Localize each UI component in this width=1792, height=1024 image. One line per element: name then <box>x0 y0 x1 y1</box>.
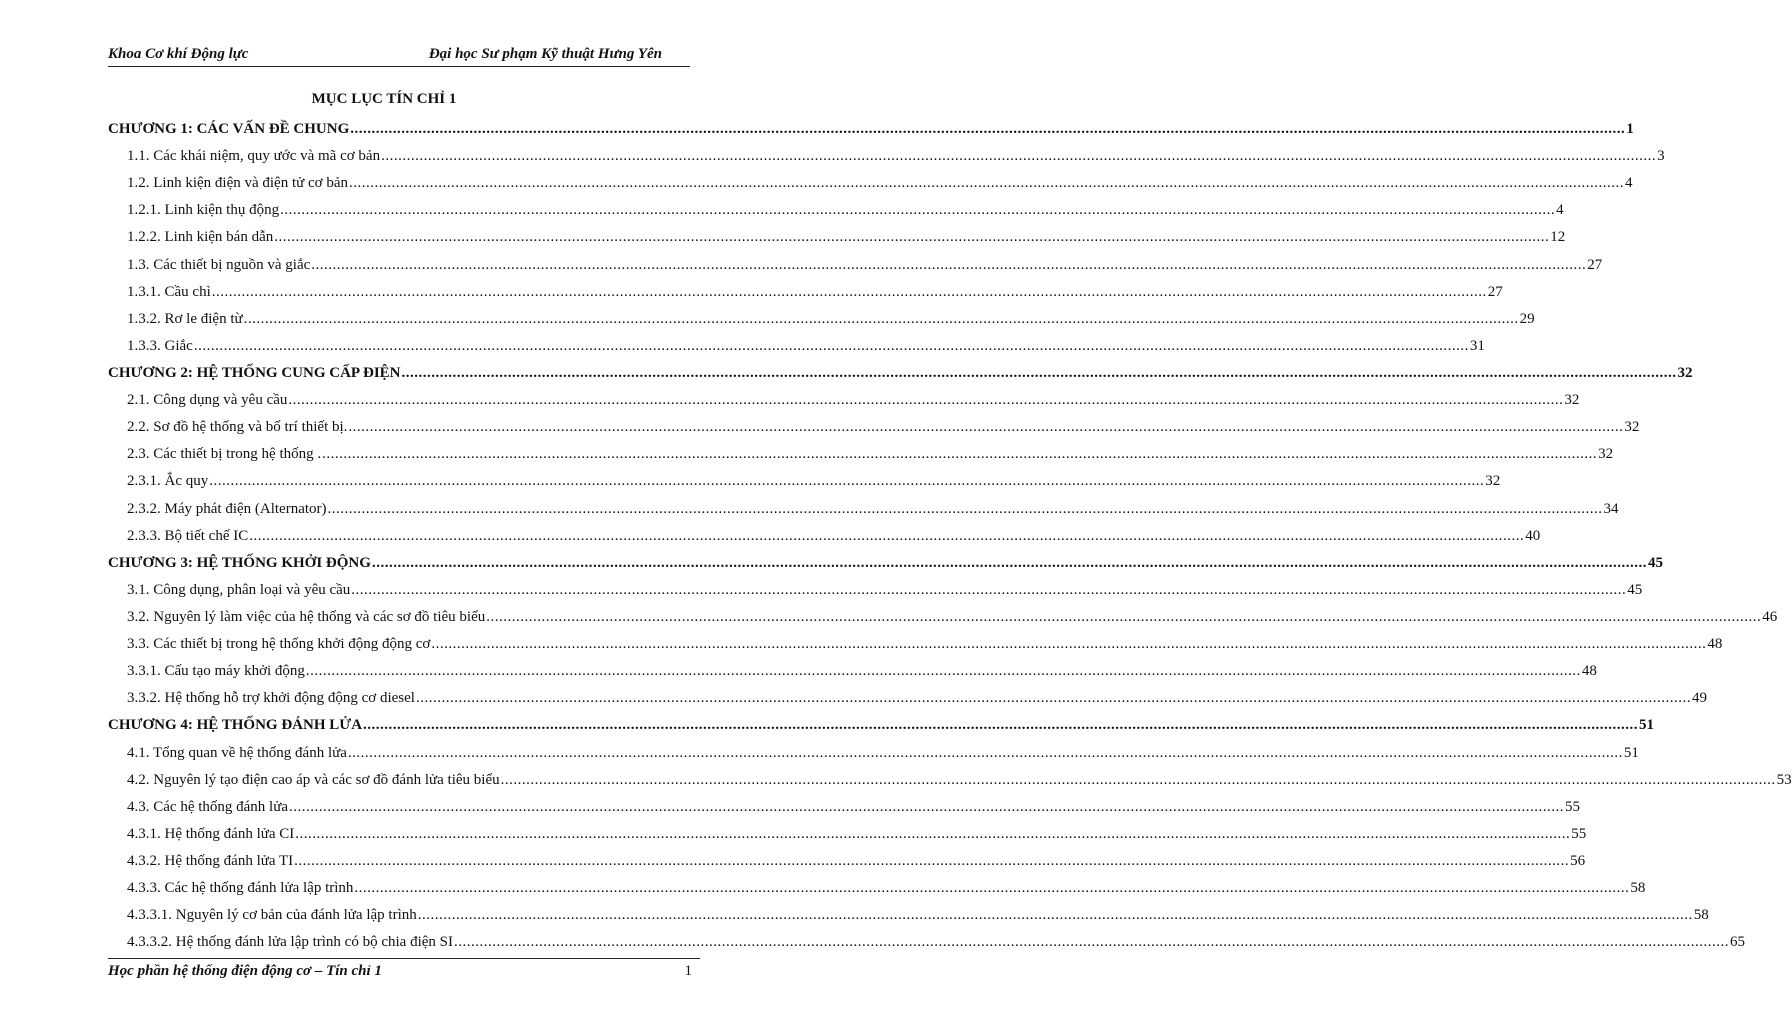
toc-dot-leader: ............................................................................................................................................................................................................................................................................................................ <box>249 527 1525 544</box>
toc-entry-page: 55 <box>1571 825 1587 842</box>
toc-chapter-entry[interactable] <box>108 360 1693 387</box>
toc-entry-title: 3.3.2. Hệ thống hỗ trợ khởi động động cơ diesel <box>127 690 415 707</box>
toc-entry-page: 1 <box>1626 121 1634 137</box>
toc-section-entry[interactable] <box>108 794 1581 821</box>
toc-section-entry[interactable] <box>108 170 1633 197</box>
toc-entry-title: 4.3.3. Các hệ thống đánh lửa lập trình <box>127 880 354 897</box>
toc-dot-leader: ............................................................................................................................................................................................................................................................................................................ <box>354 880 1630 897</box>
toc-section-entry[interactable] <box>108 496 1619 523</box>
toc-chapter-entry[interactable] <box>108 712 1655 739</box>
toc-dot-leader: ............................................................................................................................................................................................................................................................................................................ <box>274 229 1550 246</box>
toc-section-entry[interactable] <box>108 848 1586 875</box>
toc-entry-page: 32 <box>1598 446 1614 463</box>
toc-section-entry[interactable] <box>108 604 1778 631</box>
toc-entry-title: 3.2. Nguyên lý làm việc của hệ thống và các sơ đồ tiêu biểu <box>127 608 486 625</box>
toc-dot-leader: ............................................................................................................................................................................................................................................................................................................ <box>350 121 1626 137</box>
header-university: Đại học Sư phạm Kỹ thuật Hưng Yên <box>428 46 662 62</box>
toc-entry-page: 65 <box>1729 934 1745 951</box>
footer-page-number: 1 <box>684 963 692 979</box>
toc-entry-page: 31 <box>1469 337 1485 354</box>
toc-entry-page: 53 <box>1776 771 1792 788</box>
toc-entry-page: 32 <box>1677 364 1693 381</box>
toc-section-entry[interactable] <box>108 875 1646 902</box>
toc-dot-leader: ............................................................................................................................................................................................................................................................................................................ <box>289 798 1565 815</box>
toc-entry-title: 4.3. Các hệ thống đánh lửa <box>127 798 289 815</box>
toc-section-entry[interactable] <box>108 143 1665 170</box>
toc-dot-leader: ............................................................................................................................................................................................................................................................................................................ <box>211 283 1487 300</box>
toc-dot-leader: ............................................................................................................................................................................................................................................................................................................ <box>327 500 1603 517</box>
toc-section-entry[interactable] <box>108 279 1503 306</box>
toc-entry-page: 29 <box>1519 310 1535 327</box>
toc-entry-title: 2.2. Sơ đồ hệ thống và bố trí thiết bị. <box>127 419 348 436</box>
toc-section-entry[interactable] <box>108 224 1566 251</box>
toc-entry-title: CHƯƠNG 1: CÁC VẤN ĐỀ CHUNG <box>108 121 350 137</box>
toc-entry-title: 1.3.1. Cầu chì <box>127 283 211 300</box>
toc-dot-leader: ............................................................................................................................................................................................................................................................................................................ <box>305 663 1581 680</box>
toc-section-entry[interactable] <box>108 523 1541 550</box>
toc-entry-page: 40 <box>1525 527 1541 544</box>
toc-dot-leader: ............................................................................................................................................................................................................................................................................................................ <box>243 310 1519 327</box>
toc-entry-title: 2.3.1. Ắc quy <box>127 473 209 490</box>
toc-entry-page: 49 <box>1691 690 1707 707</box>
toc-section-entry[interactable] <box>108 821 1587 848</box>
page-header <box>108 46 690 67</box>
toc-section-entry[interactable] <box>108 468 1501 495</box>
toc-entry-page: 51 <box>1639 717 1655 734</box>
toc-section-entry[interactable] <box>108 631 1723 658</box>
toc-dot-leader: ............................................................................................................................................................................................................................................................................................................ <box>280 202 1556 219</box>
toc-chapter-entry[interactable] <box>108 550 1663 577</box>
toc-entry-page: 58 <box>1693 907 1709 924</box>
toc-entry-page: 48 <box>1581 663 1597 680</box>
toc-entry-title: 3.3. Các thiết bị trong hệ thống khởi động động cơ <box>127 636 431 653</box>
toc-entry-title: 4.3.2. Hệ thống đánh lửa TI <box>127 852 294 869</box>
toc-entry-page: 56 <box>1570 852 1586 869</box>
toc-entry-page: 58 <box>1630 880 1646 897</box>
toc-entry-page: 4 <box>1556 202 1564 219</box>
toc-entry-title: 3.1. Công dụng, phân loại và yêu cầu <box>127 581 351 598</box>
toc-entry-title: 1.1. Các khái niệm, quy ước và mã cơ bản <box>127 148 381 165</box>
toc-dot-leader: ............................................................................................................................................................................................................................................................................................................ <box>381 148 1657 165</box>
toc-dot-leader: ............................................................................................................................................................................................................................................................................................................ <box>486 608 1762 625</box>
toc-section-entry[interactable] <box>108 441 1614 468</box>
toc-entry-page: 55 <box>1565 798 1581 815</box>
toc-entry-title: 1.2.2. Linh kiện bán dẫn <box>127 229 274 246</box>
toc-section-entry[interactable] <box>108 414 1640 441</box>
toc-entry-title: 2.1. Công dụng và yêu cầu <box>127 392 288 409</box>
toc-section-entry[interactable] <box>108 577 1643 604</box>
toc-dot-leader: ............................................................................................................................................................................................................................................................................................................ <box>288 392 1564 409</box>
toc-entry-page: 48 <box>1707 636 1723 653</box>
toc-entry-title: 2.3.3. Bộ tiết chế IC <box>127 527 249 544</box>
toc-section-entry[interactable] <box>108 387 1580 414</box>
toc-dot-leader: ............................................................................................................................................................................................................................................................................................................ <box>371 554 1647 571</box>
toc-entry-page: 51 <box>1623 744 1639 761</box>
toc-dot-leader: ............................................................................................................................................................................................................................................................................................................ <box>500 771 1776 788</box>
toc-section-entry[interactable] <box>108 740 1639 767</box>
toc-entry-title: 4.3.3.2. Hệ thống đánh lửa lập trình có bộ chia điện SI <box>127 934 453 951</box>
toc-entry-page: 4 <box>1625 175 1633 192</box>
toc-section-entry[interactable] <box>108 252 1603 279</box>
page-footer <box>108 958 700 980</box>
toc-entry-page: 32 <box>1564 392 1580 409</box>
toc-entry-title: CHƯƠNG 3: HỆ THỐNG KHỞI ĐỘNG <box>108 554 371 571</box>
page-title: MỤC LỤC TÍN CHỈ 1 <box>311 91 457 107</box>
toc-entry-page: 12 <box>1550 229 1566 246</box>
toc-entry-title: 4.1. Tổng quan về hệ thống đánh lửa <box>127 744 347 761</box>
toc-entry-title: 2.3. Các thiết bị trong hệ thống . <box>127 446 322 463</box>
toc-entry-title: CHƯƠNG 4: HỆ THỐNG ĐÁNH LỬA <box>108 717 363 734</box>
toc-section-entry[interactable] <box>108 197 1564 224</box>
footer-course-title: Học phần hệ thống điện động cơ – Tín chỉ 1 <box>108 963 382 979</box>
toc-entry-title: 4.2. Nguyên lý tạo điện cao áp và các sơ đồ đánh lửa tiêu biểu <box>127 771 500 788</box>
toc-dot-leader: ............................................................................................................................................................................................................................................................................................................ <box>311 256 1587 273</box>
toc-dot-leader: ............................................................................................................................................................................................................................................................................................................ <box>295 825 1571 842</box>
toc-dot-leader: ............................................................................................................................................................................................................................................................................................................ <box>294 852 1570 869</box>
toc-entry-page: 3 <box>1657 148 1665 165</box>
toc-dot-leader: ............................................................................................................................................................................................................................................................................................................ <box>349 175 1625 192</box>
toc-dot-leader: ............................................................................................................................................................................................................................................................................................................ <box>322 446 1598 463</box>
toc-dot-leader: ............................................................................................................................................................................................................................................................................................................ <box>431 636 1707 653</box>
toc-dot-leader: ............................................................................................................................................................................................................................................................................................................ <box>351 581 1627 598</box>
toc-entry-page: 34 <box>1603 500 1619 517</box>
toc-entry-page: 27 <box>1587 256 1603 273</box>
toc-section-entry[interactable] <box>108 306 1535 333</box>
toc-section-entry[interactable] <box>108 658 1597 685</box>
toc-entry-page: 45 <box>1627 581 1643 598</box>
toc-section-entry[interactable] <box>108 767 1792 794</box>
toc-entry-title: 1.2. Linh kiện điện và điện tử cơ bản <box>127 175 349 192</box>
toc-entry-title: 1.3. Các thiết bị nguồn và giắc <box>127 256 311 273</box>
toc-entry-title: 1.2.1. Linh kiện thụ động <box>127 202 280 219</box>
toc-section-entry[interactable] <box>108 902 1709 929</box>
toc-entry-title: 4.3.3.1. Nguyên lý cơ bản của đánh lửa lập trình <box>127 907 417 924</box>
toc-entry-title: 1.3.2. Rơ le điện từ <box>127 310 243 327</box>
toc-dot-leader: ............................................................................................................................................................................................................................................................................................................ <box>453 934 1729 951</box>
toc-entry-page: 32 <box>1624 419 1640 436</box>
toc-entry-page: 27 <box>1487 283 1503 300</box>
toc-dot-leader: ............................................................................................................................................................................................................................................................................................................ <box>363 717 1639 734</box>
toc-dot-leader: ............................................................................................................................................................................................................................................................................................................ <box>209 473 1485 490</box>
toc-dot-leader: ............................................................................................................................................................................................................................................................................................................ <box>193 337 1469 354</box>
toc-section-entry[interactable] <box>108 685 1707 712</box>
toc-entry-title: 3.3.1. Cấu tạo máy khởi động <box>127 663 305 680</box>
toc-entry-page: 46 <box>1762 608 1778 625</box>
toc-section-entry[interactable] <box>108 333 1485 360</box>
header-faculty: Khoa Cơ khí Động lực <box>108 46 249 62</box>
toc-section-entry[interactable] <box>108 929 1745 956</box>
toc-dot-leader: ............................................................................................................................................................................................................................................................................................................ <box>415 690 1691 707</box>
table-of-contents <box>108 116 1792 956</box>
toc-dot-leader: ............................................................................................................................................................................................................................................................................................................ <box>401 364 1677 381</box>
toc-entry-page: 32 <box>1485 473 1501 490</box>
toc-entry-title: CHƯƠNG 2: HỆ THỐNG CUNG CẤP ĐIỆN <box>108 364 401 381</box>
toc-dot-leader: ............................................................................................................................................................................................................................................................................................................ <box>348 419 1624 436</box>
toc-dot-leader: ............................................................................................................................................................................................................................................................................................................ <box>417 907 1693 924</box>
toc-entry-page: 45 <box>1647 554 1663 571</box>
toc-chapter-entry[interactable] <box>108 116 1634 143</box>
toc-entry-title: 4.3.1. Hệ thống đánh lửa CI <box>127 825 295 842</box>
toc-entry-title: 2.3.2. Máy phát điện (Alternator) <box>127 500 327 517</box>
toc-entry-title: 1.3.3. Giắc <box>127 337 193 354</box>
toc-dot-leader: ............................................................................................................................................................................................................................................................................................................ <box>347 744 1623 761</box>
